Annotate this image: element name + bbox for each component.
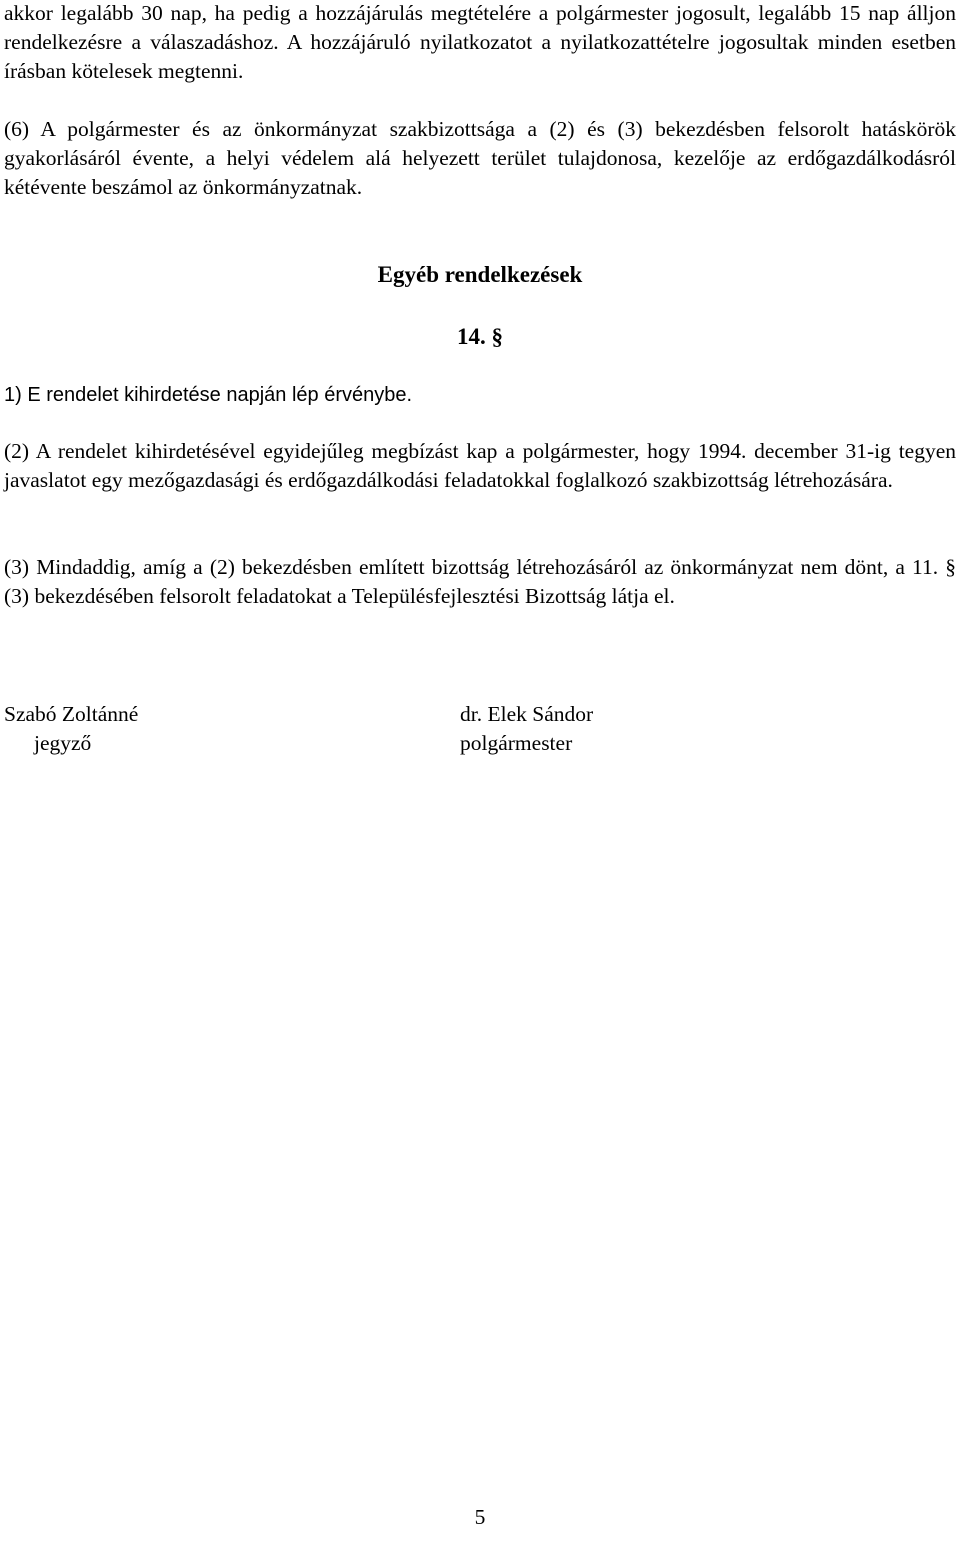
signature-name-left: Szabó Zoltánné <box>4 702 139 726</box>
item-3: (3) Mindaddig, amíg a (2) bekezdésben említett bizottság létrehozásáról az önkormányzat nem dönt, a 11. § (3) bekezdésében felsorolt feladatokat a Településfejlesztési Bizottság látja el. <box>4 555 956 608</box>
section-heading: Egyéb rendelkezések <box>377 262 583 287</box>
signature-title-right: polgármester <box>460 731 573 755</box>
paragraph-6: (6) A polgármester és az önkormányzat szakbizottsága a (2) és (3) bekezdésben felsorolt hatáskörök gyakorlásáról évente, a helyi védelem alá helyezett terület tulajdonosa, kezelője az erdőgazdálkodásról kétévente beszámol az önkormányzatnak. <box>4 117 956 199</box>
signature-title-left: jegyző <box>34 731 92 755</box>
item-1: 1) E rendelet kihirdetése napján lép érvénybe. <box>4 384 413 406</box>
paragraph-continued: akkor legalább 30 nap, ha pedig a hozzájárulás megtételére a polgármester jogosult, legalább 15 nap álljon rendelkezésre a válaszadáshoz. A hozzájáruló nyilatkozatot a nyilatkozattételre jogosultak minden esetben írásban kötelesek megtenni. <box>4 1 956 83</box>
section-number: 14. § <box>457 324 503 349</box>
item-2: (2) A rendelet kihirdetésével egyidejűleg megbízást kap a polgármester, hogy 1994. december 31-ig tegyen javaslatot egy mezőgazdasági és erdőgazdálkodási feladatokkal foglalkozó szakbizottság létrehozására. <box>4 439 956 492</box>
page-number: 5 <box>474 1505 486 1529</box>
signature-name-right: dr. Elek Sándor <box>460 702 594 726</box>
